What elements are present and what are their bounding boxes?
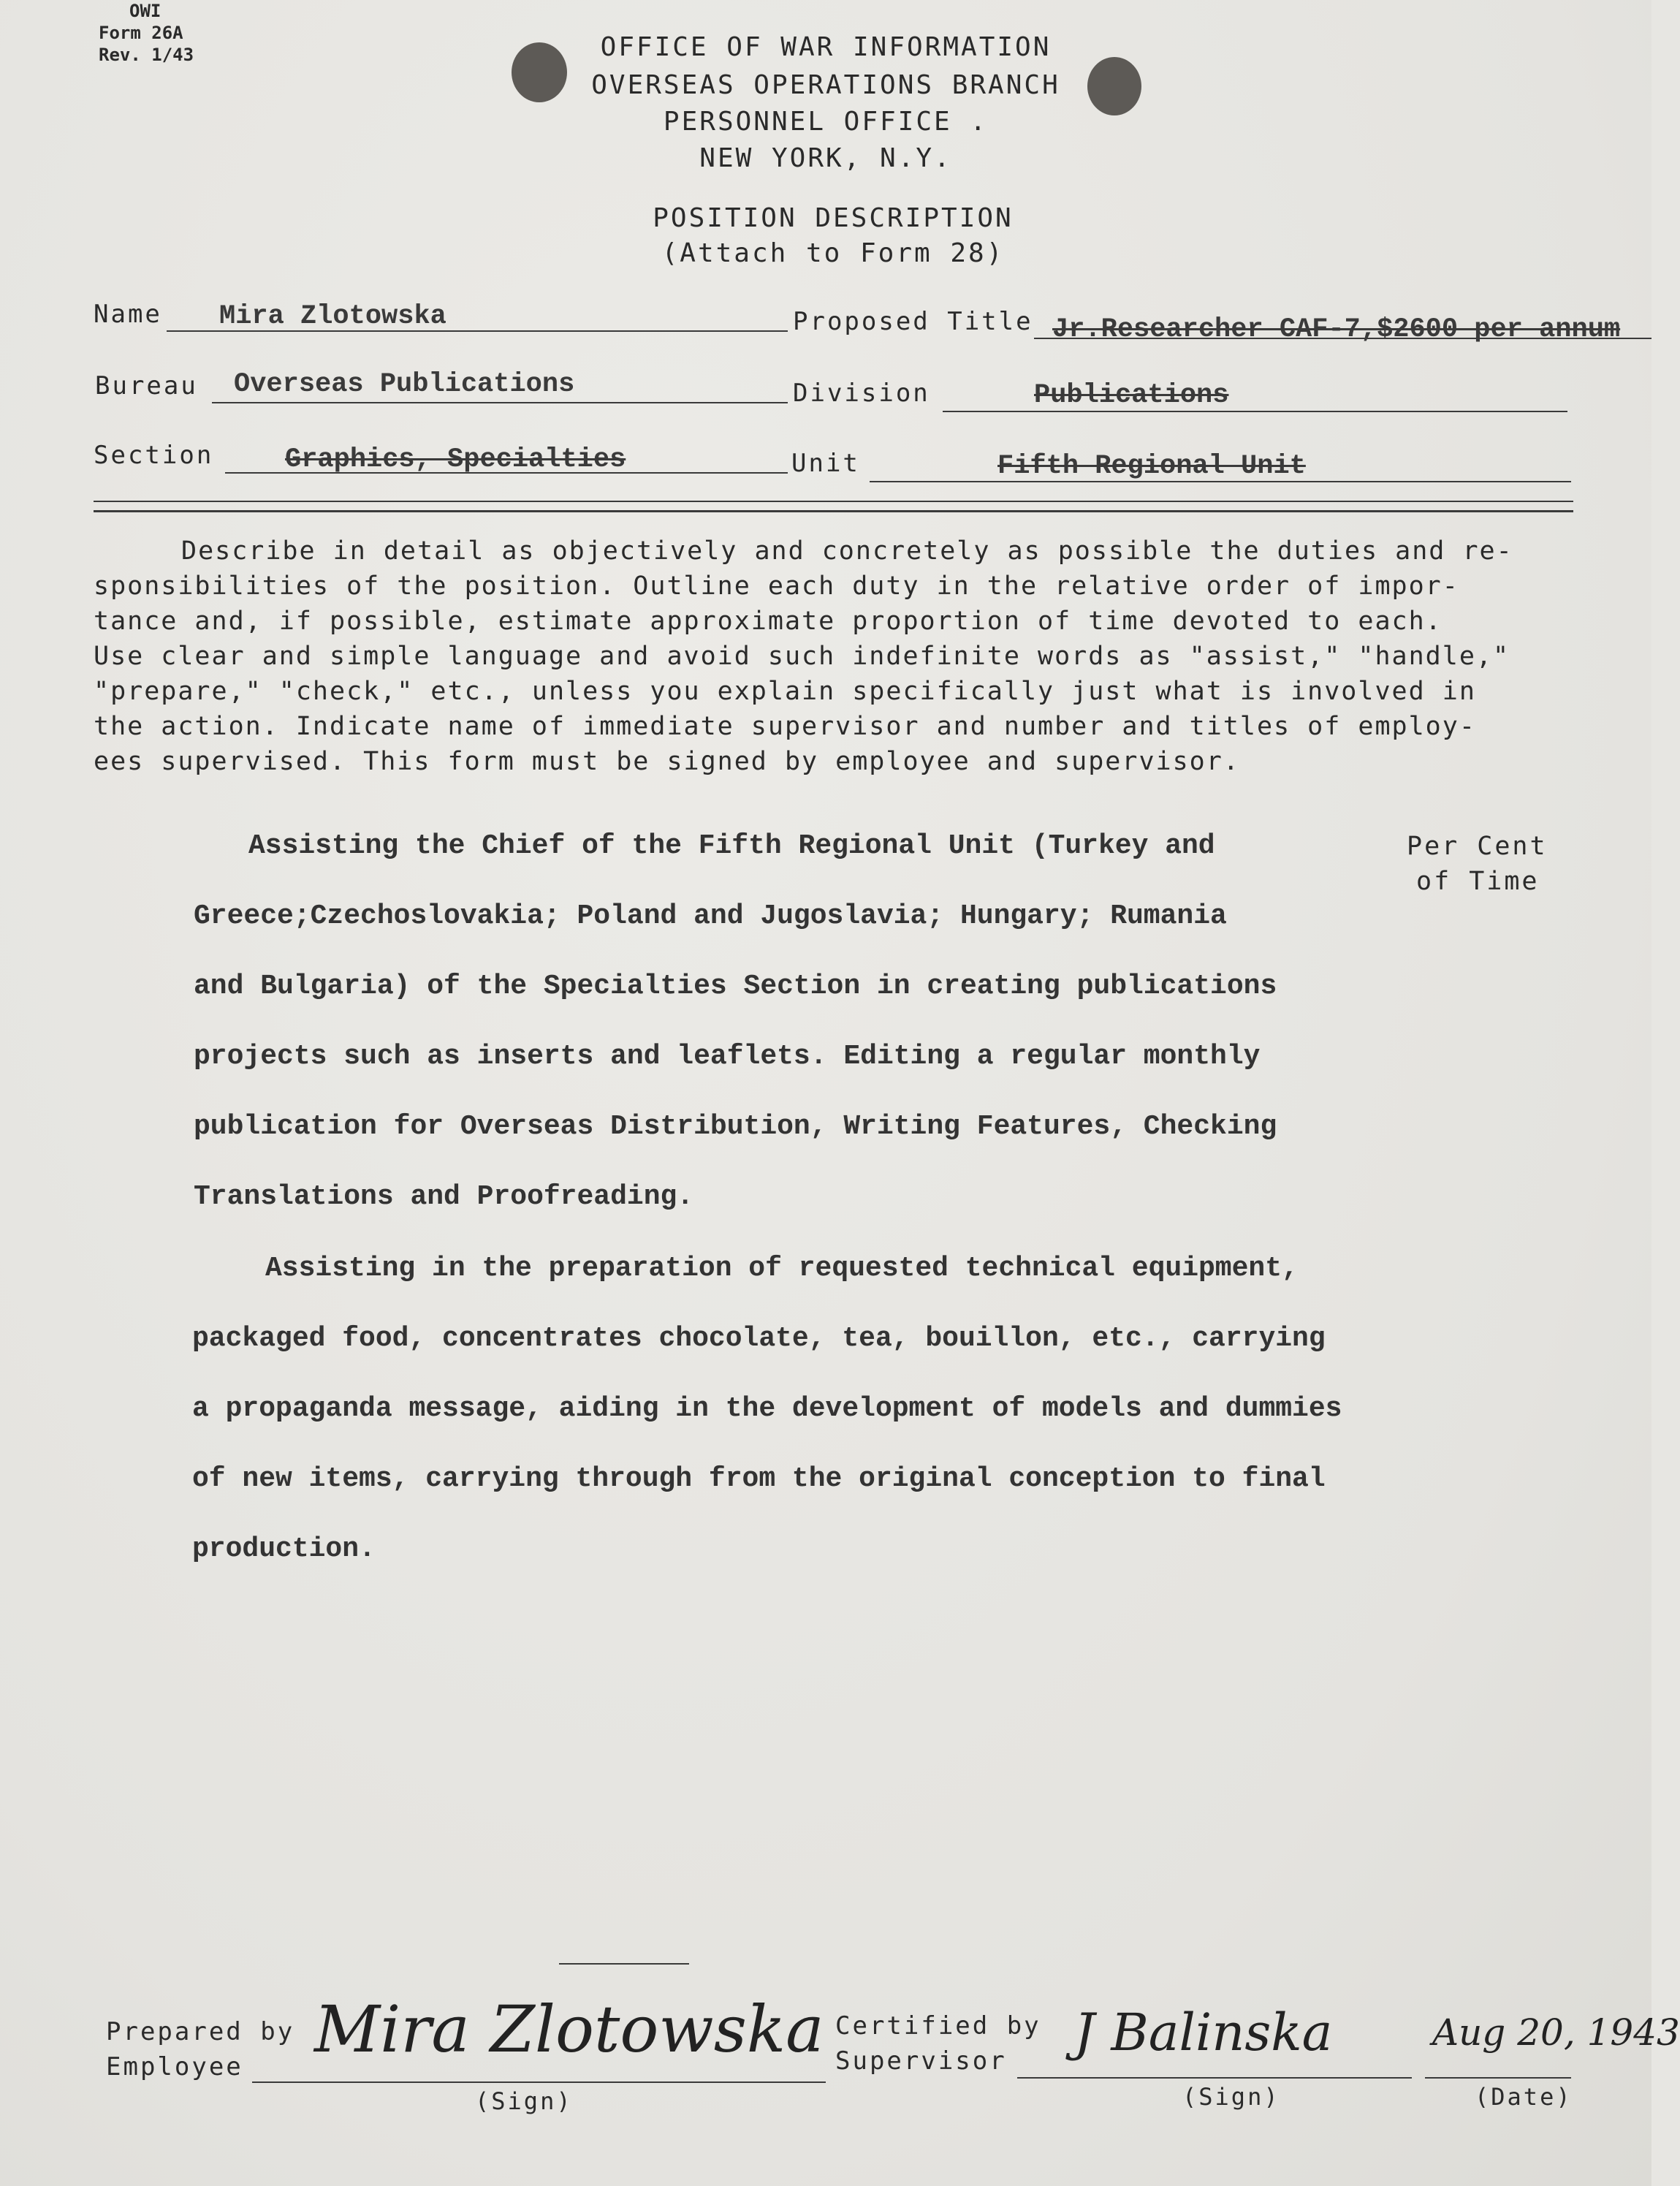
duty-line: Assisting in the preparation of requested technical equipment,	[265, 1253, 1299, 1284]
form-number: Form 26A	[99, 23, 183, 43]
header-city: NEW YORK, N.Y.	[699, 143, 952, 173]
instructions-line: sponsibilities of the position. Outline each duty in the relative order of impor-	[94, 572, 1459, 601]
instructions-line: Use clear and simple language and avoid such indefinite words as "assist," "handle,"	[94, 642, 1510, 671]
header-branch: OVERSEAS OPERATIONS BRANCH	[591, 70, 1060, 100]
bureau-label: Bureau	[95, 371, 198, 401]
employee-label: Employee	[106, 2052, 243, 2081]
document-subtitle: (Attach to Form 28)	[661, 238, 1005, 268]
instructions-line: Describe in detail as objectively and concretely as possible the duties and re-	[181, 536, 1513, 566]
form-revision: Rev. 1/43	[99, 45, 194, 65]
date-line	[1425, 2055, 1571, 2079]
employee-signature: Mira Zlotowska	[314, 1992, 824, 2067]
header-office: OFFICE OF WAR INFORMATION	[600, 32, 1052, 62]
duty-line: production.	[192, 1533, 376, 1565]
duty-paragraph-2	[192, 1234, 1342, 1585]
prepared-by-label: Prepared by	[106, 2017, 295, 2046]
form-agency: OWI	[129, 1, 161, 21]
unit-label: Unit	[791, 449, 860, 478]
duty-line: publication for Overseas Distribution, Writing Features, Checking	[194, 1111, 1277, 1142]
supervisor-sign-caption: (Sign)	[1182, 2083, 1280, 2111]
duty-line: Translations and Proofreading.	[194, 1181, 694, 1212]
divider-rule-top	[94, 501, 1573, 502]
name-value: Mira Zlotowska	[219, 301, 446, 332]
division-label: Division	[793, 379, 930, 408]
employee-sign-caption: (Sign)	[475, 2087, 573, 2115]
duty-line: projects such as inserts and leaflets. Editing a regular monthly	[194, 1041, 1261, 1072]
duty-line: Assisting the Chief of the Fifth Regional Unit (Turkey and	[248, 830, 1215, 862]
signature-overline	[559, 1963, 689, 1965]
document-title: POSITION DESCRIPTION	[653, 203, 1014, 233]
duty-line: a propaganda message, aiding in the development of models and dummies	[192, 1393, 1342, 1424]
duty-paragraph-1	[194, 811, 1277, 1232]
instructions-line: the action. Indicate name of immediate supervisor and number and titles of employ-	[94, 712, 1476, 741]
section-label: Section	[94, 441, 214, 470]
proposed-title-value: Jr.Researcher CAF-7,$2600 per annum	[1052, 314, 1621, 345]
certified-by-label: Certified by	[835, 2011, 1041, 2041]
bureau-value: Overseas Publications	[234, 369, 575, 400]
division-value: Publications	[1034, 380, 1229, 411]
date-caption: (Date)	[1475, 2083, 1573, 2111]
name-label: Name	[94, 300, 162, 329]
section-value: Graphics, Specialties	[285, 444, 626, 475]
per-cent-label: Per Cent	[1407, 832, 1548, 861]
of-time-label: of Time	[1416, 867, 1540, 896]
instructions-line: tance and, if possible, estimate approximate proportion of time devoted to each.	[94, 607, 1443, 636]
instructions-line: "prepare," "check," etc., unless you explain specifically just what is involved in	[94, 677, 1476, 706]
instructions-paragraph	[94, 534, 1562, 779]
unit-value: Fifth Regional Unit	[997, 451, 1306, 482]
supervisor-signature: J Balinska	[1074, 2003, 1333, 2062]
header-personnel-office: PERSONNEL OFFICE .	[663, 107, 989, 137]
duty-line: Greece;Czechoslovakia; Poland and Jugoslavia; Hungary; Rumania	[194, 900, 1227, 932]
divider-rule-bottom	[94, 510, 1573, 512]
date-handwritten: Aug 20, 1943	[1432, 2011, 1680, 2054]
duty-line: and Bulgaria) of the Specialties Section in creating publications	[194, 971, 1277, 1002]
duty-line: packaged food, concentrates chocolate, tea, bouillon, etc., carrying	[192, 1323, 1326, 1354]
supervisor-label: Supervisor	[835, 2046, 1007, 2076]
proposed-title-label: Proposed Title	[793, 307, 1033, 336]
duty-line: of new items, carrying through from the original conception to final	[192, 1463, 1326, 1495]
instructions-line: ees supervised. This form must be signed by employee and supervisor.	[94, 747, 1240, 776]
